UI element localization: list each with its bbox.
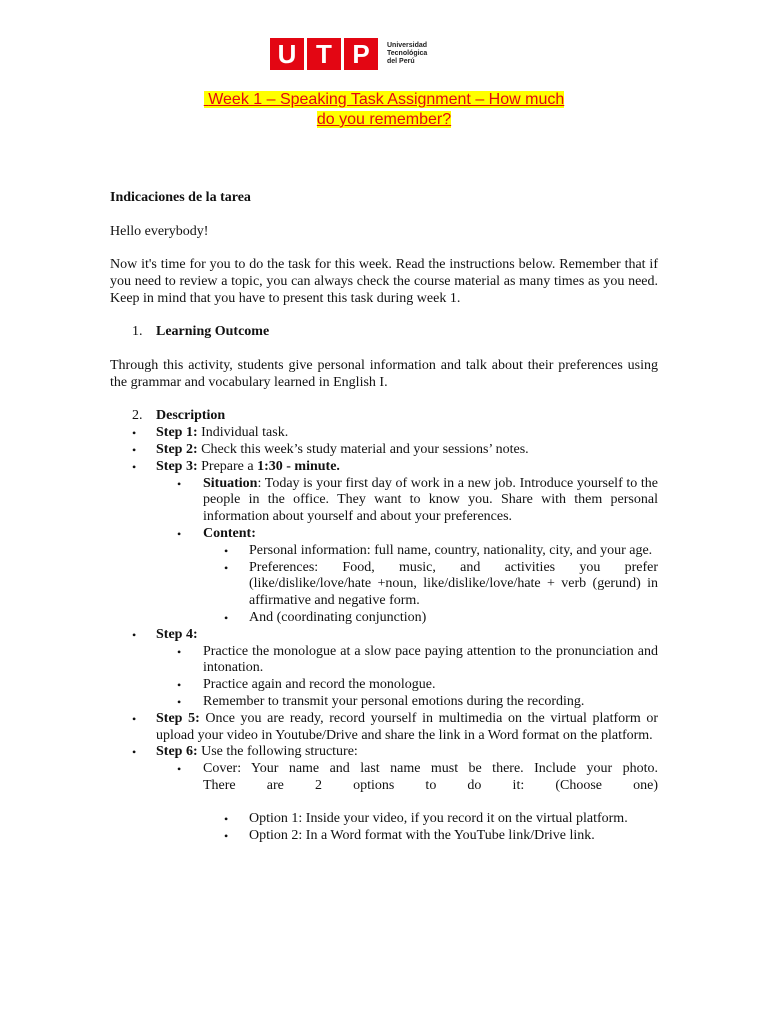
cover-item: • Cover: Your name and last name must be there. Include your photo. There are 2 options to do it: (Choose one)	[177, 761, 658, 793]
outcome-paragraph: Through this activity, students give personal information and talk about their preferences using the grammar and vocabulary learned in English I.	[110, 357, 658, 390]
practice-item: • Practice again and record the monologue.	[177, 677, 436, 693]
step-6: • Step 6: Use the following structure:	[132, 744, 358, 760]
logo-letter-u: U	[270, 38, 304, 70]
content-item: • Personal information: full name, country, nationality, city, and your age.	[224, 542, 653, 558]
intro-paragraph: Now it's time for you to do the task for this week. Read the instructions below. Remember that if you need to review a topic, you can always check the course material as many times as you need. Keep in mind that you have to present this task during week 1.	[110, 257, 658, 306]
step-1: • Step 1: Individual task.	[132, 425, 289, 441]
step-4: • Step 4:	[132, 626, 198, 642]
content-item: • Preferences: Food, music, and activities you prefer (like/dislike/love/hate +noun, like/dislike/love/hate + verb (gerund) in affirmative and negative form.	[224, 559, 658, 609]
page-title: Week 1 – Speaking Task Assignment – How much do you remember?	[150, 90, 618, 130]
step-3-content: • Content:	[177, 525, 256, 541]
step-2: • Step 2: Check this week’s study material and your sessions’ notes.	[132, 441, 529, 457]
step-3: • Step 3: Prepare a 1:30 - minute.	[132, 458, 340, 474]
option-item: • Option 1: Inside your video, if you record it on the virtual platform.	[224, 811, 628, 827]
step-3-situation: • Situation: Today is your first day of work in a new job. Introduce yourself to the people in the office. They want to know you. Share with them personal information about yourself and about your preferences.	[177, 475, 658, 525]
section-description: 2. Description	[132, 408, 226, 424]
document-body	[110, 190, 658, 845]
section-learning-outcome: 1. Learning Outcome	[132, 324, 270, 340]
step-5: • Step 5: Once you are ready, record yourself in multimedia on the virtual platform or upload your video in Youtube/Drive and share the link in a Word format on the platform.	[132, 710, 658, 743]
logo-text: Universidad Tecnológica del Perú	[387, 42, 428, 65]
practice-item: • Remember to transmit your personal emotions during the recording.	[177, 693, 585, 709]
logo-letter-p: P	[344, 38, 378, 70]
utp-logo	[270, 38, 427, 70]
content-item: • And (coordinating conjunction)	[224, 609, 427, 625]
task-heading: Indicaciones de la tarea	[110, 190, 251, 205]
logo-letter-t: T	[307, 38, 341, 70]
option-item: • Option 2: In a Word format with the YouTube link/Drive link.	[224, 828, 595, 844]
greeting: Hello everybody!	[110, 223, 209, 239]
practice-item: • Practice the monologue at a slow pace paying attention to the pronunciation and intonation.	[177, 643, 658, 676]
